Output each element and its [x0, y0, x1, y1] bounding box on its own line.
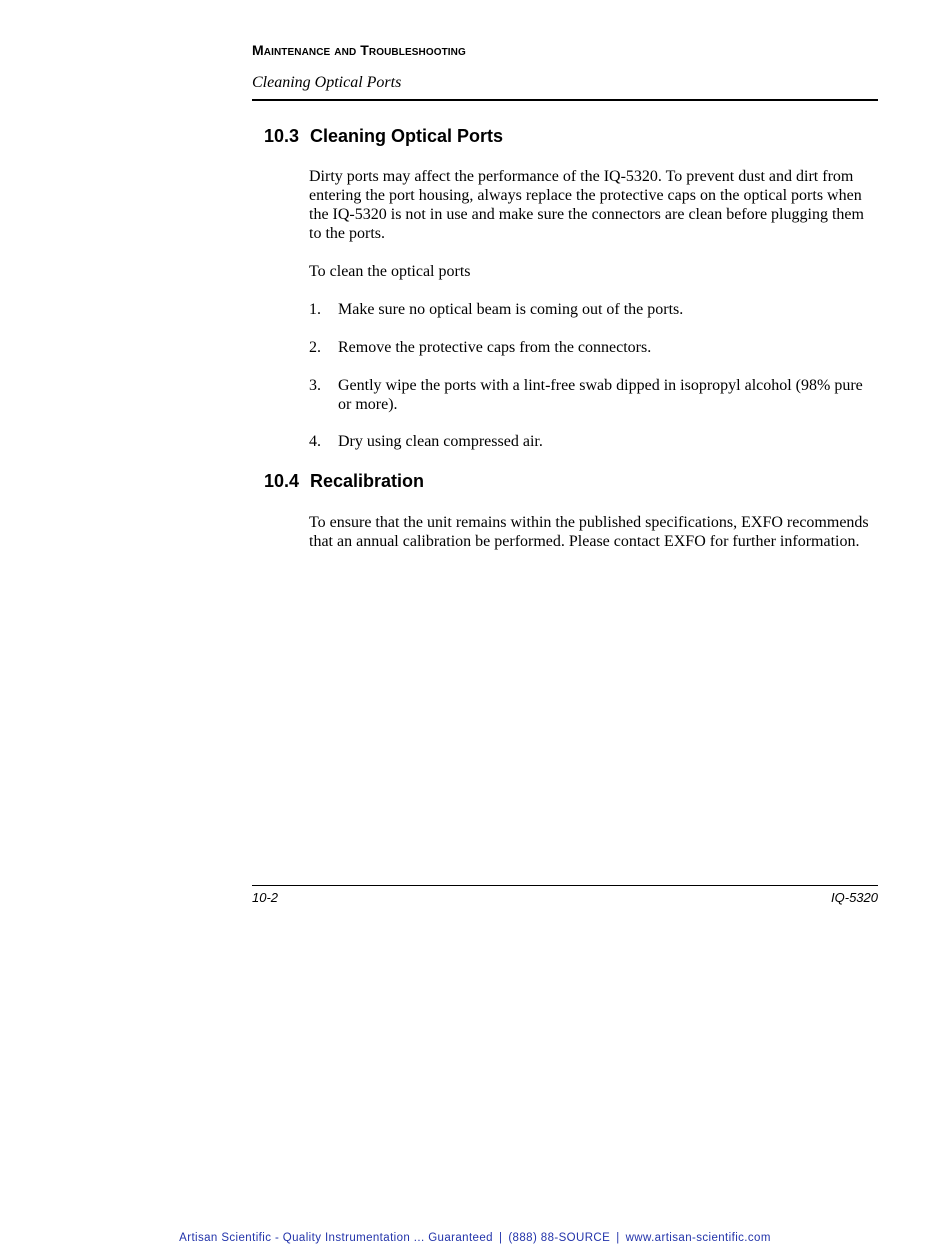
step-number: 1. [309, 301, 321, 318]
section-heading-10-3 [264, 126, 878, 147]
section-number: 10.3 [264, 126, 300, 146]
list-item [309, 432, 878, 451]
footer-rule [252, 885, 878, 886]
banner-separator: | [616, 1232, 620, 1244]
procedure-intro: To clean the optical ports [309, 263, 471, 280]
banner-separator: | [498, 1232, 503, 1244]
list-item [309, 338, 878, 357]
list-item [309, 300, 878, 319]
section-heading-10-4 [264, 471, 878, 492]
banner-website-link[interactable]: www.artisan-scientific.com [625, 1232, 771, 1244]
running-header-section: Cleaning Optical Ports [252, 74, 402, 91]
product-name: IQ-5320 [831, 890, 878, 905]
section-paragraph: To ensure that the unit remains within the published specifications, EXFO recommends that an annual calibration be performed. Please contact EXFO for further information. [309, 514, 869, 550]
running-header-chapter: Maintenance and Troubleshooting [252, 42, 466, 58]
section-paragraph: Dirty ports may affect the performance of the IQ-5320. To prevent dust and dirt from entering the port housing, always replace the protective caps on the optical ports when the IQ-5320 is not in use and make sure the connectors are clean before plugging them to the ports. [309, 168, 864, 242]
banner-company: Artisan Scientific - Quality Instrumentation ... Guaranteed [179, 1232, 493, 1244]
step-text: Gently wipe the ports with a lint-free swab dipped in isopropyl alcohol (98% pure or more). [338, 377, 863, 413]
page-number: 10-2 [252, 890, 279, 905]
step-text: Make sure no optical beam is coming out of the ports. [338, 301, 684, 318]
step-number: 2. [309, 339, 321, 356]
step-number: 4. [309, 433, 321, 450]
list-item [309, 376, 878, 414]
section-number: 10.4 [264, 471, 300, 491]
step-number: 3. [309, 377, 321, 394]
header-rule [252, 99, 878, 101]
section-title: Cleaning Optical Ports [310, 126, 504, 146]
step-text: Remove the protective caps from the connectors. [338, 339, 652, 356]
section-title: Recalibration [310, 471, 425, 491]
vendor-banner [0, 1232, 950, 1244]
step-text: Dry using clean compressed air. [338, 433, 543, 450]
banner-phone: (888) 88-SOURCE [508, 1232, 611, 1244]
